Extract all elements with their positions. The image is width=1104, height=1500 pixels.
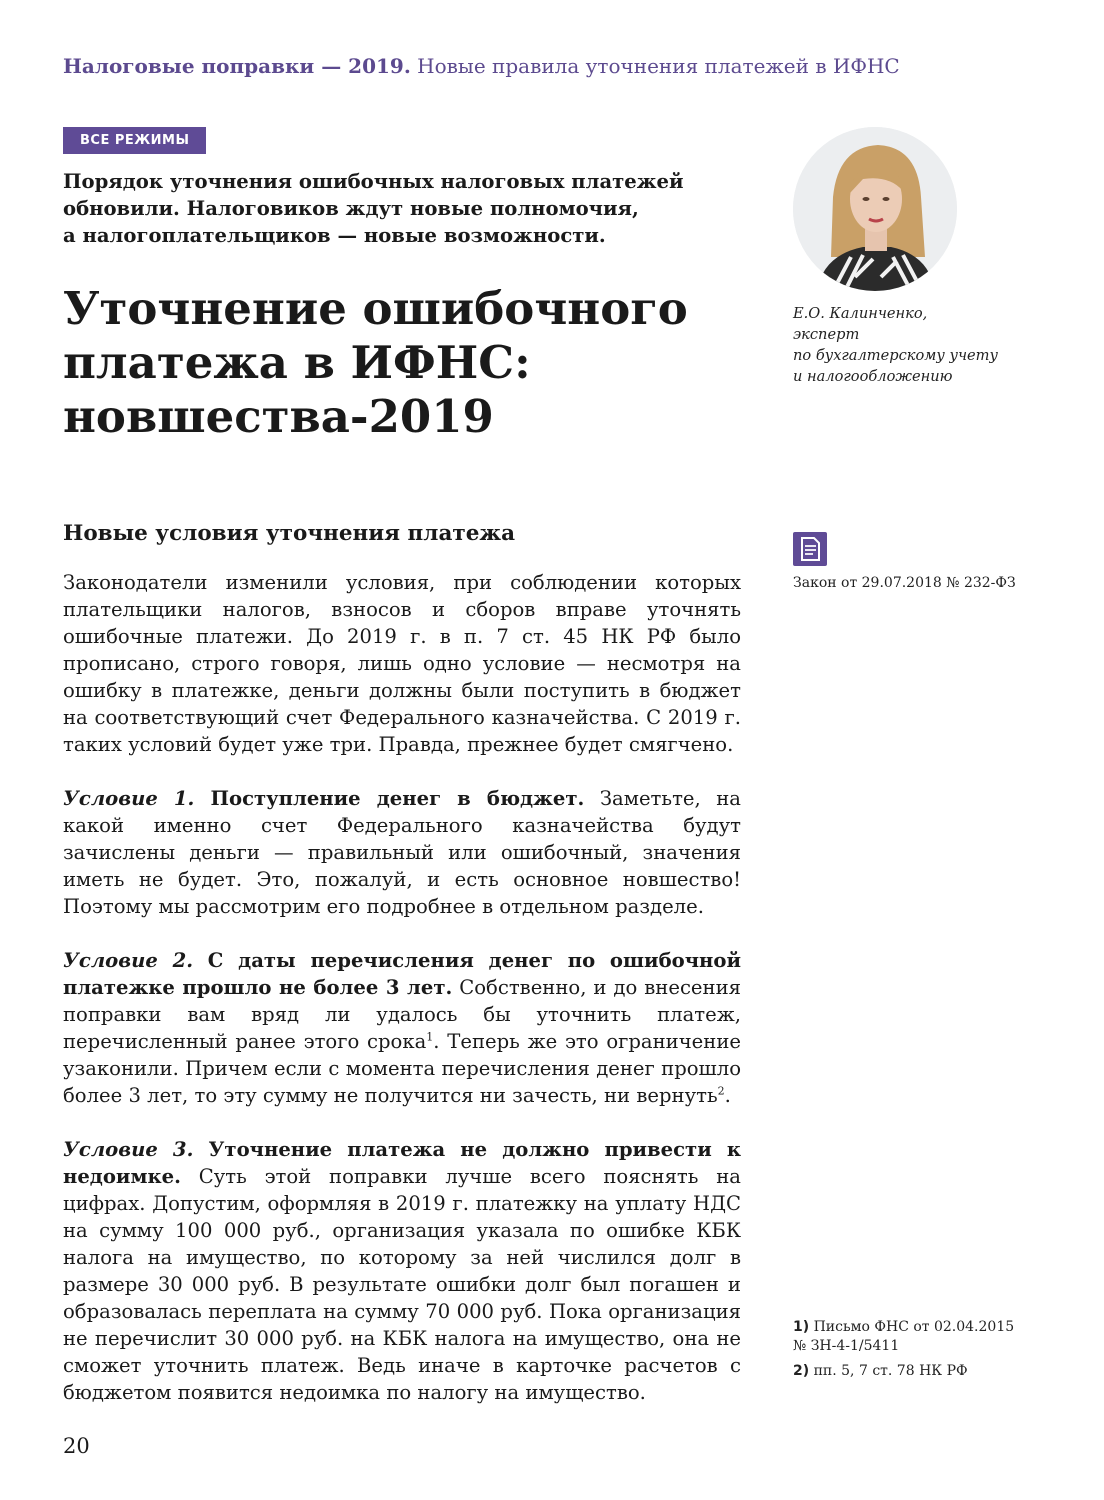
- condition-label: Условие 3.: [63, 1138, 194, 1161]
- author-photo: [793, 127, 957, 291]
- footnote-text: № ЗН-4-1/5411: [793, 1338, 900, 1354]
- condition-paragraph: [63, 785, 741, 920]
- document-icon: [793, 532, 827, 566]
- lead-paragraph: [63, 168, 743, 249]
- condition-text: Суть этой поправки лучше всего пояснять на цифрах. Допустим, оформляя в 2019 г. платежку на уплату НДС на сумму 100 000 руб., организация указала по ошибке КБК налога на имущество, по которому за ней числился долг в размере 30 000 руб. В результате ошибки долг был погашен и образовалась переплата на сумму 70 000 руб. Пока организация не перечислит 30 000 руб. на КБК налога на имущество, она не сможет уточнить платеж. Ведь иначе в карточке расчетов с бюджетом появится недоимка по налогу на имущество.: [63, 1165, 741, 1404]
- page-number: 20: [63, 1434, 90, 1458]
- author-role: и налогообложению: [793, 368, 953, 385]
- footnote-item: [793, 1362, 1023, 1381]
- condition-heading: Поступление денег в бюджет.: [194, 787, 585, 810]
- footnote-item: [793, 1318, 1023, 1356]
- running-header: [63, 54, 900, 78]
- title-line: Уточнение ошибочного: [63, 282, 688, 335]
- author-role: эксперт: [793, 326, 860, 343]
- author-caption: [793, 303, 1023, 387]
- condition-2: [63, 947, 741, 1109]
- condition-label: Условие 1.: [63, 787, 195, 810]
- law-reference: Закон от 29.07.2018 № 232-ФЗ: [793, 575, 1016, 591]
- condition-text: . Теперь же это ограничение узаконили. Причем если с момента перечисления денег прошло более 3 лет, то эту сумму не получится ни зачесть, ни вернуть: [63, 1030, 741, 1107]
- lead-line: Порядок уточнения ошибочных налоговых платежей: [63, 170, 684, 193]
- condition-text: Собственно, и до внесения поправки вам вряд ли удалось бы уточнить платеж, перечисленный ранее этого срока: [63, 976, 741, 1053]
- footnote-text: пп. 5, 7 ст. 78 НК РФ: [809, 1363, 968, 1379]
- condition-text: Заметьте, на какой именно счет Федерального казначейства будут зачислены деньги — правильный или ошибочный, значения иметь не будет. Это, пожалуй, и есть основное новшество! Поэтому мы рассмотрим его подробнее в отдельном разделе.: [63, 787, 741, 918]
- footnote-number: 1): [793, 1319, 810, 1335]
- author-portrait-illustration: [793, 127, 957, 291]
- footnote-text: Письмо ФНС от 02.04.2015: [809, 1319, 1015, 1335]
- footnote-ref[interactable]: 1: [426, 1030, 434, 1044]
- intro-text: Законодатели изменили условия, при соблюдении которых плательщики налогов, взносов и сборов вправе уточнять ошибочные платежи. До 2019 г. в п. 7 ст. 45 НК РФ было прописано, строго говоря, лишь одно условие — несмотря на ошибку в платежке, деньги должны были поступить в бюджет на соответствующий счет Федерального казначейства. С 2019 г. таких условий будет уже три. Правда, прежнее будет смягчено.: [63, 571, 741, 756]
- footnote-ref[interactable]: 2: [717, 1084, 725, 1098]
- footnotes: [793, 1318, 1023, 1381]
- condition-heading: Уточнение платежа не должно привести к недоимке.: [63, 1138, 741, 1188]
- condition-paragraph: [63, 1136, 741, 1406]
- condition-text: .: [724, 1084, 731, 1107]
- header-subtitle: Новые правила уточнения платежей в ИФНС: [410, 54, 900, 78]
- author-role: по бухгалтерскому учету: [793, 347, 998, 364]
- intro-paragraph: [63, 569, 741, 758]
- condition-3: [63, 1136, 741, 1406]
- title-line: новшества-2019: [63, 390, 494, 443]
- condition-paragraph: [63, 947, 741, 1109]
- document-glyph: [793, 532, 827, 566]
- condition-label: Условие 2.: [63, 949, 194, 972]
- section-title: Новые условия уточнения платежа: [63, 521, 516, 546]
- footnote-number: 2): [793, 1363, 810, 1379]
- author-name: Е.О. Калинченко,: [793, 305, 928, 322]
- condition-heading: С даты перечисления денег по ошибочной платежке прошло не более 3 лет.: [63, 949, 741, 999]
- article-title: [63, 282, 763, 444]
- lead-line: обновили. Налоговиков ждут новые полномочия,: [63, 197, 639, 220]
- header-section: Налоговые поправки — 2019.: [63, 54, 411, 78]
- condition-1: [63, 785, 741, 920]
- lead-line: а налогоплательщиков — новые возможности.: [63, 224, 606, 247]
- title-line: платежа в ИФНС:: [63, 336, 531, 389]
- category-badge: ВСЕ РЕЖИМЫ: [63, 127, 206, 154]
